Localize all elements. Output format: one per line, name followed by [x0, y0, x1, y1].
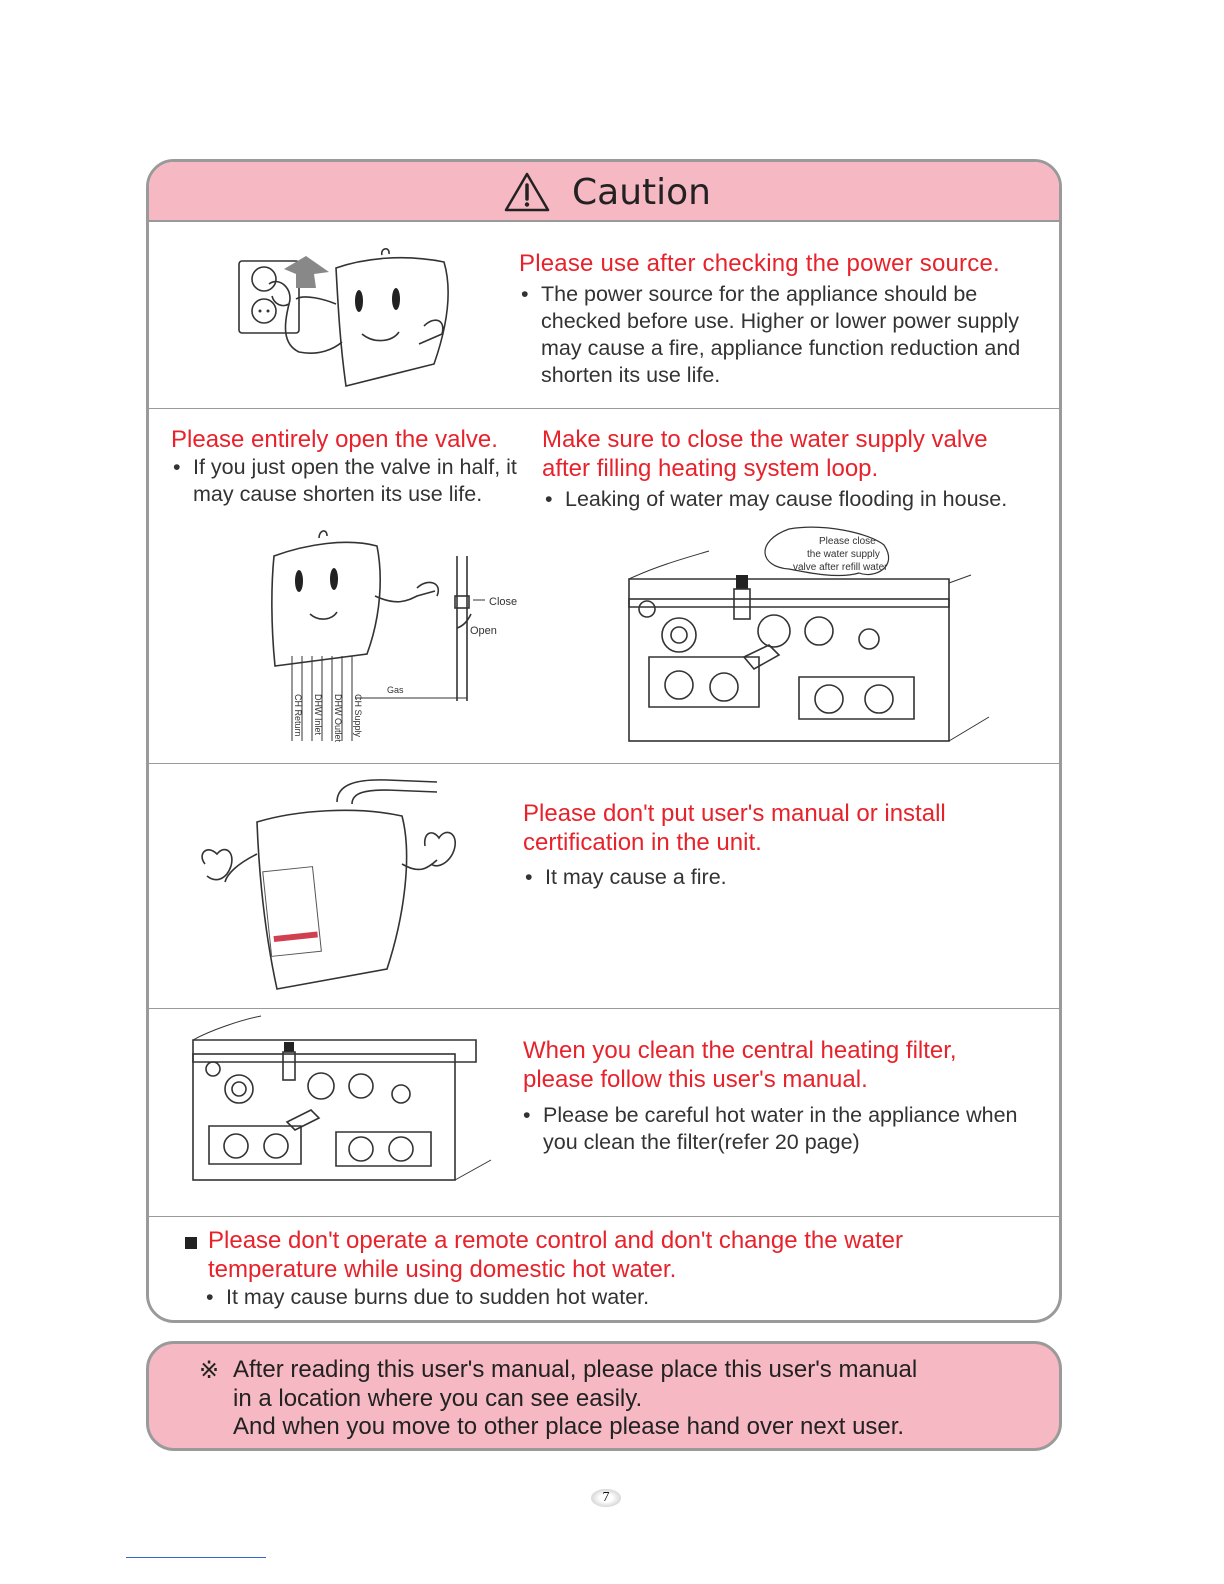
valve-close-title: Make sure to close the water supply valve after filling heating system loop.: [542, 426, 988, 482]
manual-body: • It may cause a fire.: [525, 864, 1045, 891]
caution-title: Caution: [572, 171, 711, 213]
note-line-3: And when you move to other place please hand over next user.: [233, 1413, 905, 1440]
close-label: Close: [489, 596, 518, 608]
power-plug-illustration: [234, 244, 464, 394]
valve-illustration: [257, 526, 547, 741]
valve-open-title: Please entirely open the valve.: [171, 426, 498, 453]
boiler-bottom-illustration: [619, 527, 999, 757]
page-number: 7: [591, 1489, 621, 1507]
ch-return-label: CH Return: [293, 694, 303, 737]
dhw-outlet-label: DHW Outlet: [333, 694, 343, 743]
ch-supply-label: CH Supply: [353, 694, 363, 738]
caution-panel: [146, 159, 1062, 1323]
bubble-line-2: the water supply: [807, 549, 880, 560]
note-line-2: in a location where you can see easily.: [233, 1384, 643, 1412]
reference-mark: ※: [199, 1356, 220, 1384]
boiler-manual-illustration: [187, 774, 487, 1004]
manual-title: Please don't put user's manual or install certification in the unit.: [523, 800, 946, 856]
divider: [149, 1216, 1059, 1217]
note-text: [233, 1356, 917, 1442]
boiler-filter-illustration: [191, 1014, 501, 1194]
filter-title: When you clean the central heating filter, please follow this user's manual.: [523, 1037, 957, 1093]
bubble-line-3: valve after refill water: [793, 562, 888, 573]
gas-label: Gas: [387, 685, 404, 695]
divider: [149, 763, 1059, 764]
bubble-line-1: Please close: [819, 536, 876, 547]
filter-body: • Please be careful hot water in the appliance when you clean the filter(refer 20 page): [523, 1102, 1043, 1156]
note-line-1: After reading this user's manual, please place this user's manual: [233, 1356, 918, 1383]
divider: [149, 1008, 1059, 1009]
remote-title: Please don't operate a remote control and don't change the water temperature while using domestic hot water.: [208, 1227, 903, 1283]
valve-close-body: • Leaking of water may cause flooding in house.: [545, 486, 1062, 513]
reminder-note: [146, 1341, 1062, 1451]
valve-open-body: • If you just open the valve in half, it may cause shorten its use life.: [173, 454, 523, 508]
remote-body: • It may cause burns due to sudden hot water.: [206, 1284, 926, 1311]
caution-header: [149, 162, 1059, 222]
square-bullet-icon: [185, 1237, 197, 1249]
footnote-line: [126, 1557, 266, 1558]
open-label: Open: [470, 625, 497, 637]
dhw-inlet-label: DHW Inlet: [313, 694, 323, 736]
warning-triangle-icon: [504, 172, 550, 212]
power-body: • The power source for the appliance should be checked before use. Higher or lower power supply may cause a fire, appliance function reduction and shorten its use life.: [521, 281, 1041, 389]
divider: [149, 408, 1059, 409]
power-title: Please use after checking the power source.: [519, 250, 1000, 277]
